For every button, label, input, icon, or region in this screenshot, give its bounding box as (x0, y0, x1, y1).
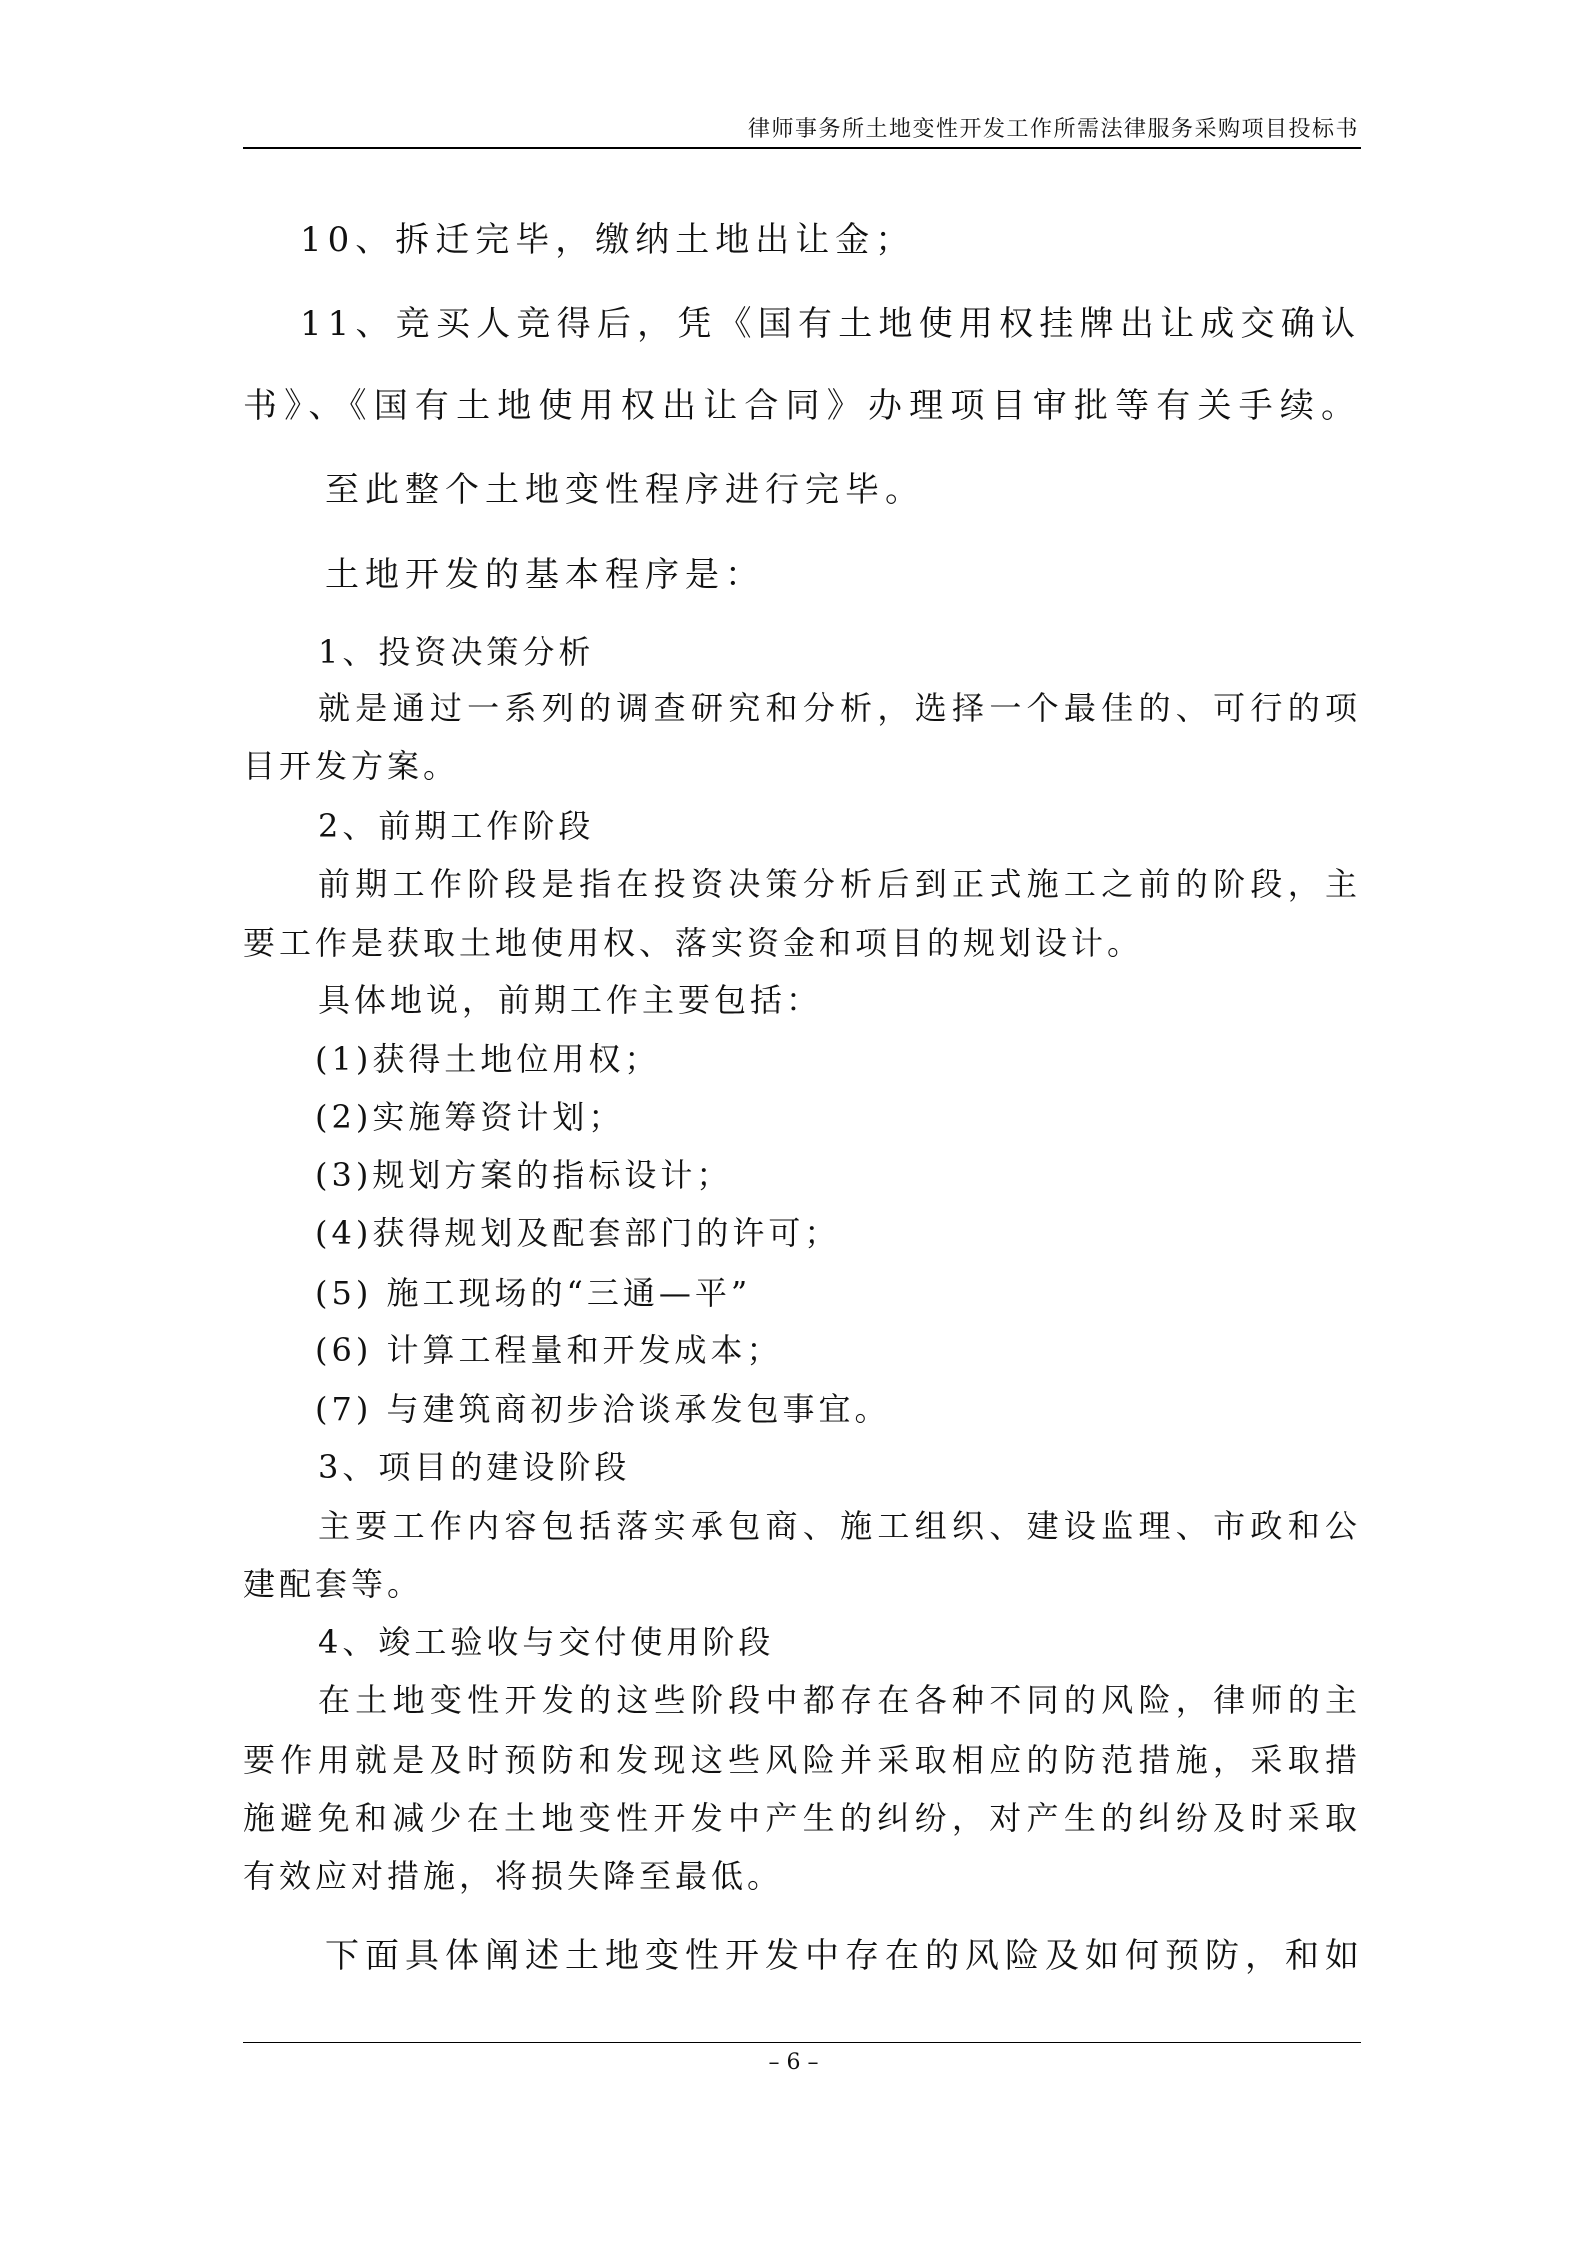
section-heading: 3、项目的建设阶段 (318, 1448, 631, 1486)
list-item: (6) 计算工程量和开发成本； (315, 1331, 783, 1369)
paragraph-line: 就是通过一系列的调查研究和分析，选择一个最佳的、可行的项 (318, 689, 1361, 727)
paragraph-line: 具体地说，前期工作主要包括： (318, 981, 823, 1019)
paragraph-line: 至此整个土地变性程序进行完毕。 (325, 470, 925, 510)
section-heading: 4、竣工验收与交付使用阶段 (318, 1623, 775, 1661)
header-divider (243, 147, 1361, 149)
list-item: (3)规划方案的指标设计； (315, 1156, 733, 1194)
page-number: – 6 – (768, 2050, 819, 2075)
list-item: (5) 施工现场的“三通—平” (315, 1274, 752, 1312)
section-heading: 2、前期工作阶段 (318, 807, 595, 845)
paragraph-line: 11、竞买人竞得后，凭《国有土地使用权挂牌出让成交确认 (300, 304, 1361, 344)
paragraph-line: 要工作是获取土地使用权、落实资金和项目的规划设计。 (243, 924, 1144, 962)
paragraph-line: 前期工作阶段是指在投资决策分析后到正式施工之前的阶段，主 (318, 865, 1361, 903)
list-item: (1)获得土地位用权； (315, 1040, 661, 1078)
paragraph-line: 10、拆迁完毕，缴纳土地出让金； (300, 220, 916, 260)
paragraph-line: 有效应对措施，将损失降至最低。 (243, 1857, 784, 1895)
list-item: (4)获得规划及配套部门的许可； (315, 1214, 841, 1252)
paragraph-line: 建配套等。 (243, 1565, 424, 1603)
section-intro: 土地开发的基本程序是： (325, 555, 765, 595)
paragraph-line: 主要工作内容包括落实承包商、施工组织、建设监理、市政和公 (318, 1507, 1361, 1545)
paragraph-line: 目开发方案。 (243, 747, 460, 785)
paragraph-line: 施避免和减少在土地变性开发中产生的纠纷，对产生的纠纷及时采取 (243, 1799, 1361, 1837)
list-item: (2)实施筹资计划； (315, 1098, 625, 1136)
paragraph-line: 书》、《国有土地使用权出让合同》办理项目审批等有关手续。 (243, 386, 1361, 426)
list-item: (7) 与建筑商初步洽谈承发包事宜。 (315, 1390, 891, 1428)
paragraph-line: 在土地变性开发的这些阶段中都存在各种不同的风险，律师的主 (318, 1681, 1361, 1719)
section-heading: 1、投资决策分析 (318, 633, 595, 671)
header-title: 律师事务所土地变性开发工作所需法律服务采购项目投标书 (747, 117, 1359, 142)
paragraph-line: 下面具体阐述土地变性开发中存在的风险及如何预防，和如 (325, 1936, 1365, 1976)
paragraph-line: 要作用就是及时预防和发现这些风险并采取相应的防范措施，采取措 (243, 1741, 1361, 1779)
footer-divider (243, 2042, 1361, 2043)
